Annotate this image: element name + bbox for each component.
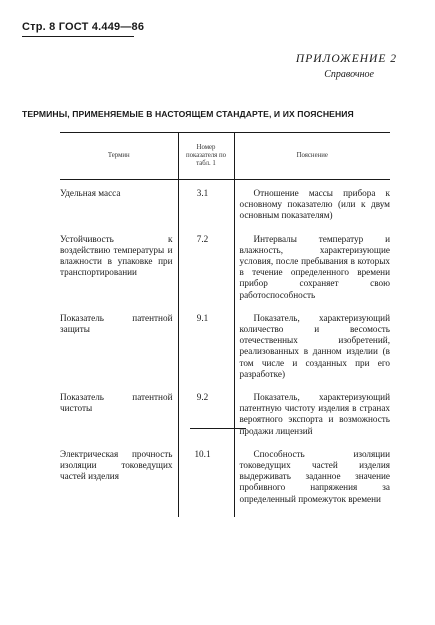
number-cell: 9.2 [178,392,234,449]
explanation-cell [234,449,390,517]
table-row [60,449,390,517]
explanation-cell [234,313,390,392]
explanation-text: Показатель, характеризующий патентную чистоту изделия в странах вероятного экспорта и возможность продажи лицензий [239,392,390,436]
term-cell: Устойчивость к воздействию температуры и влажности в упаковке при транспортировании [60,233,173,278]
explanation-text: Интервалы температур и влажность, характеризующие условия, после пребывания в которых в течение определенного времени прибор сохраняет свою работоспособность [239,233,390,300]
explanation-text: Показатель, характеризующий количество и весомость отечественных изобретений, реализованных в данном изделии (в том числе и созданных при его разработке) [239,312,390,379]
table-header-row [60,133,390,180]
explanation-cell [234,180,390,234]
appendix-subtitle: Справочное [324,69,374,80]
end-rule [190,428,246,429]
page-header: Стр. 8 ГОСТ 4.449—86 [22,21,145,33]
document-title: ТЕРМИНЫ, ПРИМЕНЯЕМЫЕ В НАСТОЯЩЕМ СТАНДАРТЕ, И ИХ ПОЯСНЕНИЯ [22,109,354,119]
explanation-text: Способность изоляции токоведущих частей изделия выдерживать заданное значение пробивного напряжения за определенный промежуток времени [239,448,390,504]
header-explanation: Пояснение [234,133,390,180]
table-row [60,313,390,392]
header-number: Номер показателя по табл. 1 [178,133,234,180]
table-row [60,234,390,313]
terms-table [60,132,390,517]
header-term: Термин [60,133,178,180]
number-cell: 3.1 [178,180,234,234]
term-cell: Показатель патентной защиты [60,312,173,335]
explanation-cell [234,392,390,449]
number-cell: 7.2 [178,234,234,313]
explanation-cell [234,234,390,313]
table-row [60,392,390,449]
appendix-title: ПРИЛОЖЕНИЕ 2 [295,53,397,65]
header-underline [22,36,134,37]
term-cell: Показатель патентной чистоты [60,392,173,414]
term-cell: Электрическая прочность изоляции токоведущих частей изделия [60,448,173,482]
table-row [60,180,390,234]
term-cell: Удельная масса [60,188,121,198]
explanation-text: Отношение массы прибора к основному показателю (или к двум основным показателям) [239,188,390,221]
number-cell: 9.1 [178,313,234,392]
number-cell: 10.1 [178,449,234,517]
